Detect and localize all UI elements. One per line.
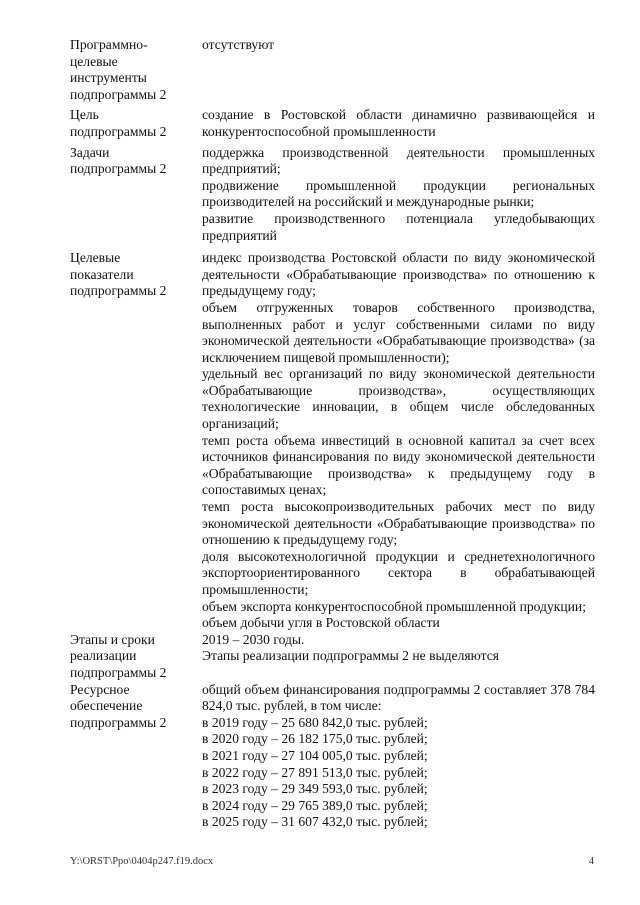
paragraph: индекс производства Ростовской области по виду экономической деятельности «Обрабатывающие производства» по отношению к предыдущему году;: [202, 250, 595, 299]
row-label: [70, 145, 202, 178]
paragraph: объем отгруженных товаров собственного производства, выполненных работ и услуг собственными силами по виду экономической деятельности «Обрабатывающие производства» (за исключением пищевой промышленности);: [202, 299, 595, 365]
paragraph: темп роста высокопроизводительных рабочих мест по виду экономической деятельности «Обрабатывающие производства» по отношению к предыдущему году;: [202, 499, 595, 548]
paragraph: объем добычи угля в Ростовской области: [202, 615, 440, 631]
paragraph: в 2020 году – 26 182 175,0 тыс. рублей;: [202, 731, 428, 747]
label-line: Программно-: [70, 37, 148, 52]
label-line: подпрограммы 2: [70, 86, 167, 102]
label-line: обеспечение: [70, 698, 143, 714]
paragraph: развитие производственного потенциала угледобывающих предприятий: [202, 210, 595, 243]
paragraph: в 2023 году – 29 349 593,0 тыс. рублей;: [202, 781, 428, 797]
paragraph: доля высокотехнологичной продукции и среднетехнологичного экспортоориентированного сектора в обрабатывающей промышленности;: [202, 548, 595, 597]
paragraph: темп роста объема инвестиций в основной капитал за счет всех источников финансирования по виду экономической деятельности «Обрабатывающие производства» к предыдущему году в сопоставимых ценах;: [202, 432, 595, 498]
row-label: [70, 250, 202, 300]
passport-row-stages: [70, 632, 595, 682]
row-label: [70, 37, 202, 103]
label-line: Целевые: [70, 250, 121, 266]
label-line: показатели: [70, 266, 134, 282]
row-content: [202, 682, 595, 831]
paragraph: Этапы реализации подпрограммы 2 не выделяются: [202, 648, 499, 664]
row-label: [70, 632, 202, 682]
row-content: [202, 107, 595, 140]
paragraph: в 2019 году – 25 680 842,0 тыс. рублей;: [202, 714, 428, 730]
label-line: подпрограммы 2: [70, 123, 167, 139]
subprogram-passport: [70, 37, 595, 831]
label-line: подпрограммы 2: [70, 714, 167, 730]
paragraph: продвижение промышленной продукции региональных производителей на российский и международные рынки;: [202, 177, 595, 210]
file-path: Y:\ORST\Ppo\0404p247.f19.docx: [70, 856, 214, 867]
label-line: целевые: [70, 53, 118, 69]
row-content: [202, 632, 595, 665]
passport-row-tasks: [70, 145, 595, 245]
paragraph: в 2021 году – 27 104 005,0 тыс. рублей;: [202, 747, 428, 763]
passport-row-tools: [70, 37, 595, 103]
row-label: [70, 682, 202, 732]
label-line: подпрограммы 2: [70, 664, 167, 680]
paragraph: создание в Ростовской области динамично развивающейся и конкурентоспособной промышленности: [202, 107, 595, 139]
passport-row-goal: [70, 107, 595, 140]
label-line: Цель: [70, 107, 99, 123]
row-content: [202, 37, 595, 54]
paragraph: в 2024 году – 29 765 389,0 тыс. рублей;: [202, 797, 428, 813]
label-line: инструменты: [70, 70, 147, 86]
label-line: Ресурсное: [70, 681, 130, 697]
passport-row-targets: [70, 250, 595, 632]
label-line: Задачи: [70, 144, 110, 160]
paragraph: объем экспорта конкурентоспособной промышленной продукции;: [202, 598, 586, 614]
passport-row-resources: [70, 682, 595, 831]
page-number: 4: [588, 856, 594, 867]
label-line: подпрограммы 2: [70, 283, 167, 299]
row-content: [202, 145, 595, 245]
label-line: Этапы и сроки: [70, 631, 155, 647]
page-footer: [70, 856, 594, 867]
paragraph: 2019 – 2030 годы.: [202, 631, 305, 647]
row-label: [70, 107, 202, 140]
label-line: реализации: [70, 648, 137, 664]
paragraph: отсутствуют: [202, 37, 275, 52]
label-line: подпрограммы 2: [70, 161, 167, 177]
paragraph: поддержка производственной деятельности промышленных предприятий;: [202, 144, 595, 177]
paragraph: в 2025 году – 31 607 432,0 тыс. рублей;: [202, 814, 428, 830]
paragraph: общий объем финансирования подпрограммы 2 составляет 378 784 824,0 тыс. рублей, в том числе:: [202, 681, 595, 714]
row-content: [202, 250, 595, 632]
paragraph: удельный вес организаций по виду экономической деятельности «Обрабатывающие производства», осуществляющих технологические инновации, в общем числе обследованных организаций;: [202, 366, 595, 432]
paragraph: в 2022 году – 27 891 513,0 тыс. рублей;: [202, 764, 428, 780]
